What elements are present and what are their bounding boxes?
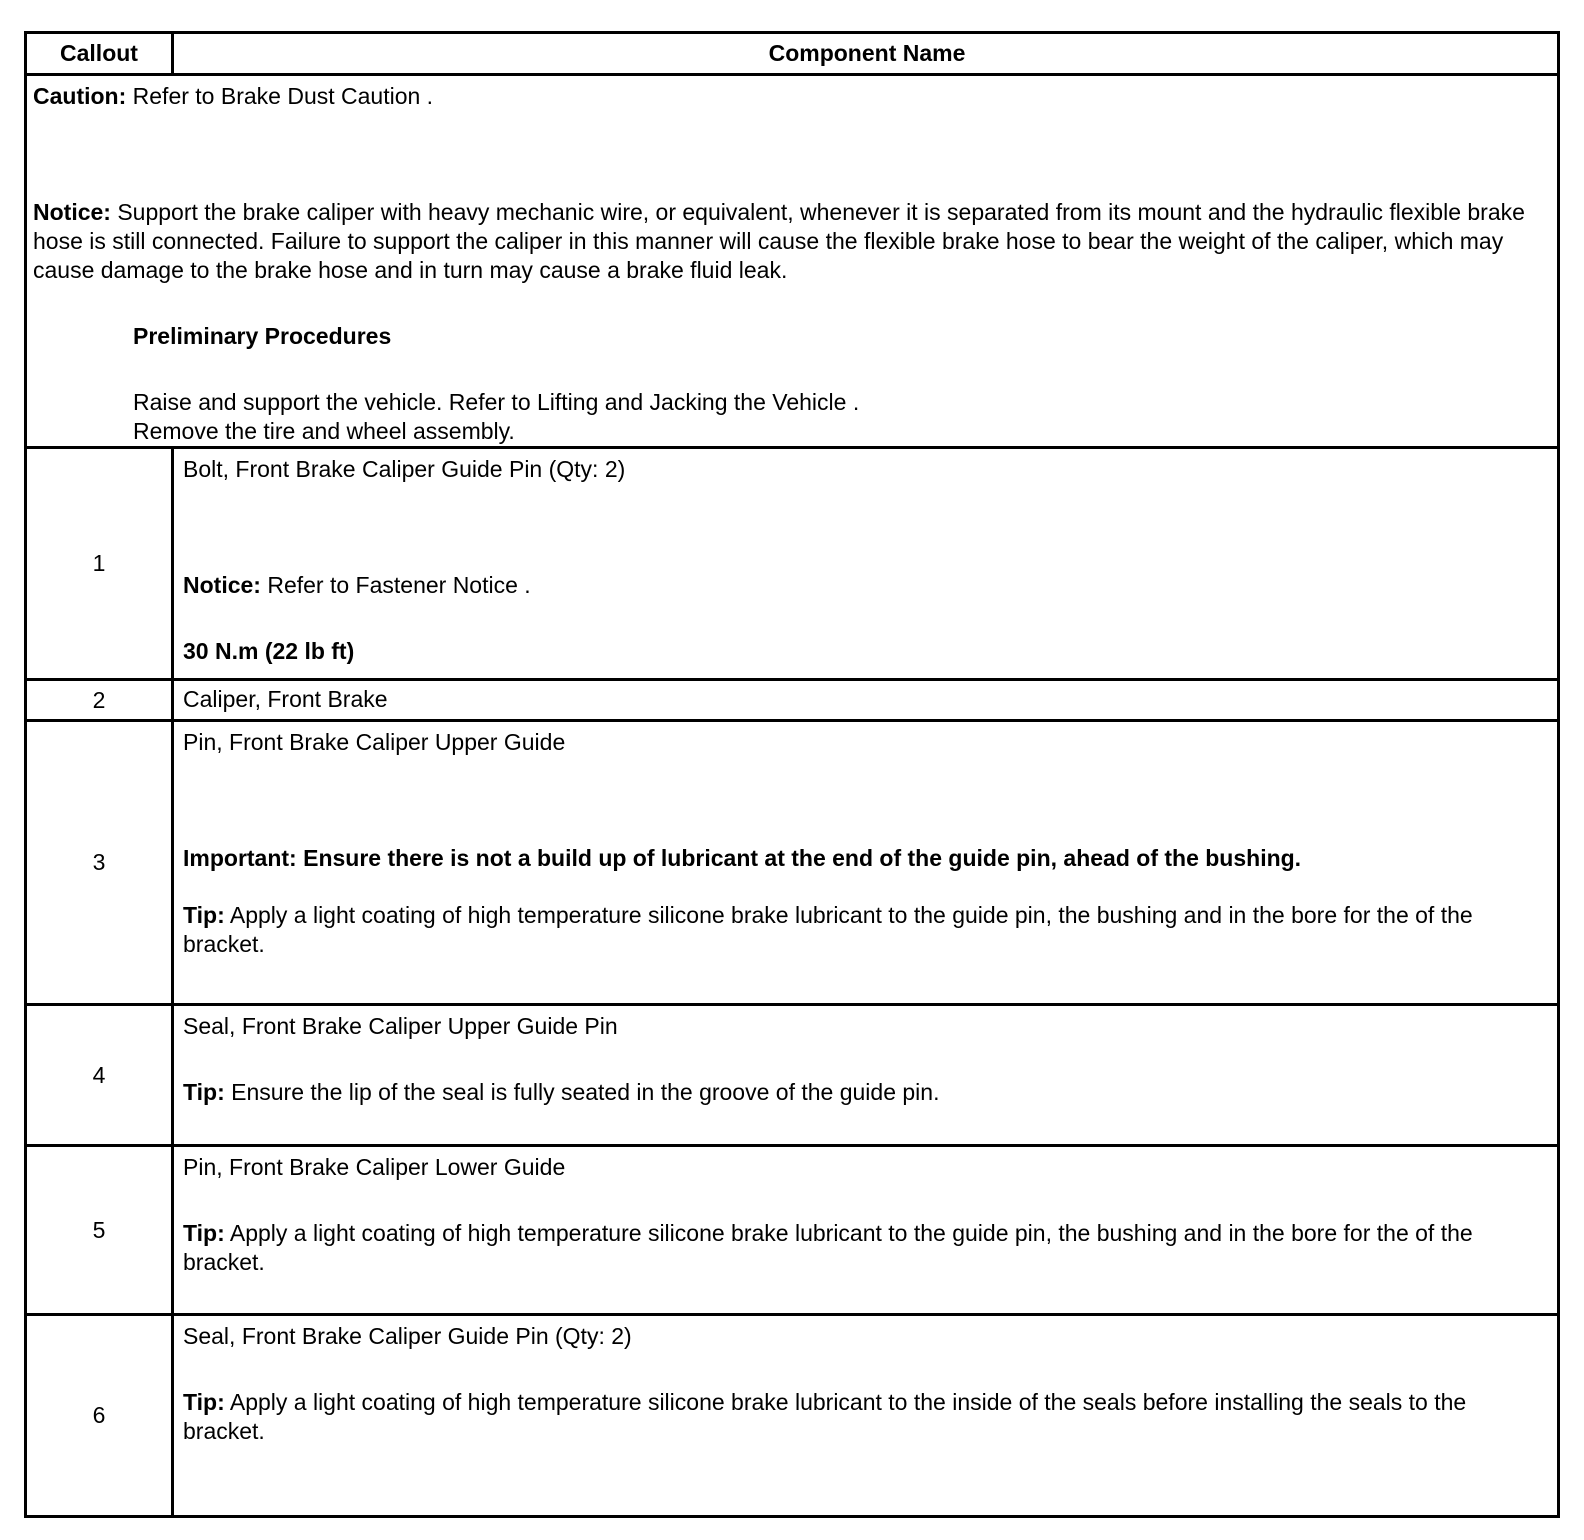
component-cell: [177, 449, 1557, 678]
component-cell: [177, 722, 1557, 1003]
important-note: Important: Ensure there is not a build up of lubricant at the end of the guide pin, ahead of the bushing.: [183, 845, 1302, 871]
table-row: [27, 1313, 1557, 1515]
table-row: [27, 678, 1557, 719]
caution-line: [33, 82, 1551, 111]
notice-text: Refer to Fastener Notice .: [260, 572, 531, 598]
tip-text: Apply a light coating of high temperature silicone brake lubricant to the inside of the seals before installing the seals to the bracket.: [183, 1389, 1467, 1444]
table-row: [27, 1144, 1557, 1313]
callout-header: Callout: [27, 34, 174, 73]
tip-text: Apply a light coating of high temperature silicone brake lubricant to the guide pin, the bushing and in the bore for the of the bracket.: [183, 902, 1473, 957]
table-header: [27, 34, 1557, 73]
component-name: Pin, Front Brake Caliper Lower Guide: [183, 1154, 566, 1180]
intro-row: [27, 73, 1557, 446]
caution-label: Caution:: [33, 83, 127, 109]
table-row: [27, 446, 1557, 678]
callout-number: 5: [27, 1147, 174, 1313]
tip-label: Tip:: [183, 1389, 225, 1415]
callout-number: 2: [27, 681, 174, 719]
tip-text: Ensure the lip of the seal is fully seated in the groove of the guide pin.: [224, 1079, 940, 1105]
component-table: [24, 31, 1560, 1518]
torque-spec: 30 N.m (22 lb ft): [183, 638, 355, 664]
component-cell: [177, 1316, 1557, 1515]
prelim-title: Preliminary Procedures: [133, 323, 392, 349]
notice-label: Notice:: [33, 199, 111, 225]
component-cell: [177, 681, 1557, 719]
caution-text: Refer to Brake Dust Caution .: [126, 83, 434, 109]
component-name: Pin, Front Brake Caliper Upper Guide: [183, 729, 566, 755]
tip-label: Tip:: [183, 1079, 225, 1105]
table-row: [27, 1003, 1557, 1144]
component-name: Seal, Front Brake Caliper Guide Pin (Qty: 2): [183, 1323, 632, 1349]
component-name: Seal, Front Brake Caliper Upper Guide Pin: [183, 1013, 618, 1039]
tip-text: Apply a light coating of high temperature silicone brake lubricant to the guide pin, the bushing and in the bore for the of the bracket.: [183, 1220, 1473, 1275]
callout-number: 1: [27, 449, 174, 678]
component-cell: [177, 1006, 1557, 1144]
callout-number: 6: [27, 1316, 174, 1515]
component-name: Bolt, Front Brake Caliper Guide Pin (Qty: 2): [183, 456, 626, 482]
prelim-step-1: Raise and support the vehicle. Refer to Lifting and Jacking the Vehicle .: [133, 389, 860, 415]
table-row: [27, 719, 1557, 1003]
component-name: Caliper, Front Brake: [183, 686, 388, 712]
component-name-header: Component Name: [768, 40, 966, 66]
tip-label: Tip:: [183, 1220, 225, 1246]
notice-paragraph: [33, 198, 1551, 285]
tip-label: Tip:: [183, 902, 225, 928]
prelim-step-2: Remove the tire and wheel assembly.: [133, 418, 515, 444]
notice-text: Support the brake caliper with heavy mechanic wire, or equivalent, whenever it is separated from its mount and the hydraulic flexible brake hose is still connected. Failure to support the caliper in this manner will cause the flexible brake hose to bear the weight of the caliper, which may cause damage to the brake hose and in turn may cause a brake fluid leak.: [33, 199, 1525, 283]
callout-number: 3: [27, 722, 174, 1003]
callout-number: 4: [27, 1006, 174, 1144]
component-cell: [177, 1147, 1557, 1313]
notice-label: Notice:: [183, 572, 261, 598]
